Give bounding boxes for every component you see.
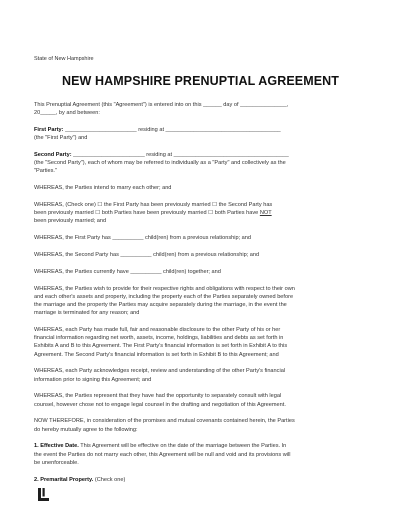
second-party-definition: (the "Second Party"), each of whom may be referred to individually as a "Party" and collectively as the bbox=[34, 160, 286, 167]
whereas-counsel: WHEREAS, the Parties represent that they have had the opportunity to separately consult with legal counsel, however chose not to engage legal counsel in the drafting and negotiation of this Agreement. bbox=[34, 393, 286, 408]
intro-line-2: 20_____, by and between: bbox=[34, 110, 100, 117]
second-party-label: Second Party: bbox=[34, 152, 72, 158]
second-party-fields: _______________________ residing at _____________________________________ bbox=[71, 152, 289, 158]
whereas-first-party-children: WHEREAS, the First Party has __________ child(ren) from a previous relationship; and bbox=[34, 235, 252, 242]
intro-line-1: This Prenuptial Agreement (this "Agreement") is entered into on this ______ day of _______________, bbox=[34, 102, 289, 108]
section-effective-date: 1. Effective Date. This Agreement will be effective on the date of the marriage between the Parties. In the event the Parties do not marry each other, this Agreement will be null and void and its provisions will be unenforceable. bbox=[34, 443, 291, 466]
first-party-block bbox=[34, 126, 368, 142]
previous-marriage-line-3: been previously married; and bbox=[34, 218, 107, 225]
parties-definition: "Parties." bbox=[34, 168, 57, 175]
whereas-children-together: WHEREAS, the Parties currently have __________ child(ren) together; and bbox=[34, 268, 221, 275]
whereas-acknowledgement: WHEREAS, each Party acknowledges receipt, review and understanding of the other Party's financial information prior to signing this Agreement; and bbox=[34, 368, 286, 383]
previous-marriage-line-1: WHEREAS, (Check one) ☐ the First Party has been previously married ☐ the Second Party has bbox=[34, 202, 273, 208]
whereas-rights: WHEREAS, the Parties wish to provide for their respective rights and obligations with respect to their own and each other's assets and property, including the property each of the Parties separately owned before the marriage and the property the Parties may acquire separately during the marriage, in the event the marriage is terminated for any reason; and bbox=[34, 285, 295, 317]
first-party-definition: (the "First Party") and bbox=[34, 135, 88, 142]
state-label: State of New Hampshire bbox=[34, 56, 94, 62]
first-party-fields: _______________________ residing at _____________________________________ bbox=[63, 127, 281, 133]
section-1-heading: 1. Effective Date. bbox=[34, 443, 79, 450]
section-premarital-property: 2. Premarital Property. (Check one) bbox=[34, 476, 126, 483]
whereas-marry: WHEREAS, the Parties intend to marry each other; and bbox=[34, 185, 172, 192]
whereas-second-party-children: WHEREAS, the Second Party has __________ child(ren) from a previous relationship; and bbox=[34, 252, 260, 258]
document-title: NEW HAMPSHIRE PRENUPTIAL AGREEMENT bbox=[61, 74, 340, 88]
whereas-disclosure: WHEREAS, each Party has made full, fair and reasonable disclosure to the other Party of his or her financial information regarding net worth, assets, income, holdings, liabilities and debts as set forth in Exhibits A and B to this Agreement. The First Party's financial information is set forth in Exhibit A to this Agreement. The Second Party's financial information is set forth in Exhibit B to this Agreement; and bbox=[34, 327, 288, 358]
section-2-heading: 2. Premarital Property. bbox=[34, 476, 94, 483]
whereas-previous-marriage bbox=[34, 201, 368, 226]
first-party-label: First Party: bbox=[34, 127, 64, 133]
not-emphasis: NOT bbox=[259, 210, 272, 217]
intro-paragraph bbox=[34, 101, 368, 117]
now-therefore: NOW THEREFORE, in consideration of the promises and mutual covenants contained herein, the Parties do hereby mutually agree to the following: bbox=[34, 418, 295, 433]
legal-templates-logo-icon bbox=[38, 488, 49, 501]
document-body bbox=[34, 101, 368, 492]
second-party-block bbox=[34, 151, 368, 176]
previous-marriage-line-2: been previously married ☐ both Parties have been previously married ☐ both Parties have bbox=[34, 210, 260, 217]
